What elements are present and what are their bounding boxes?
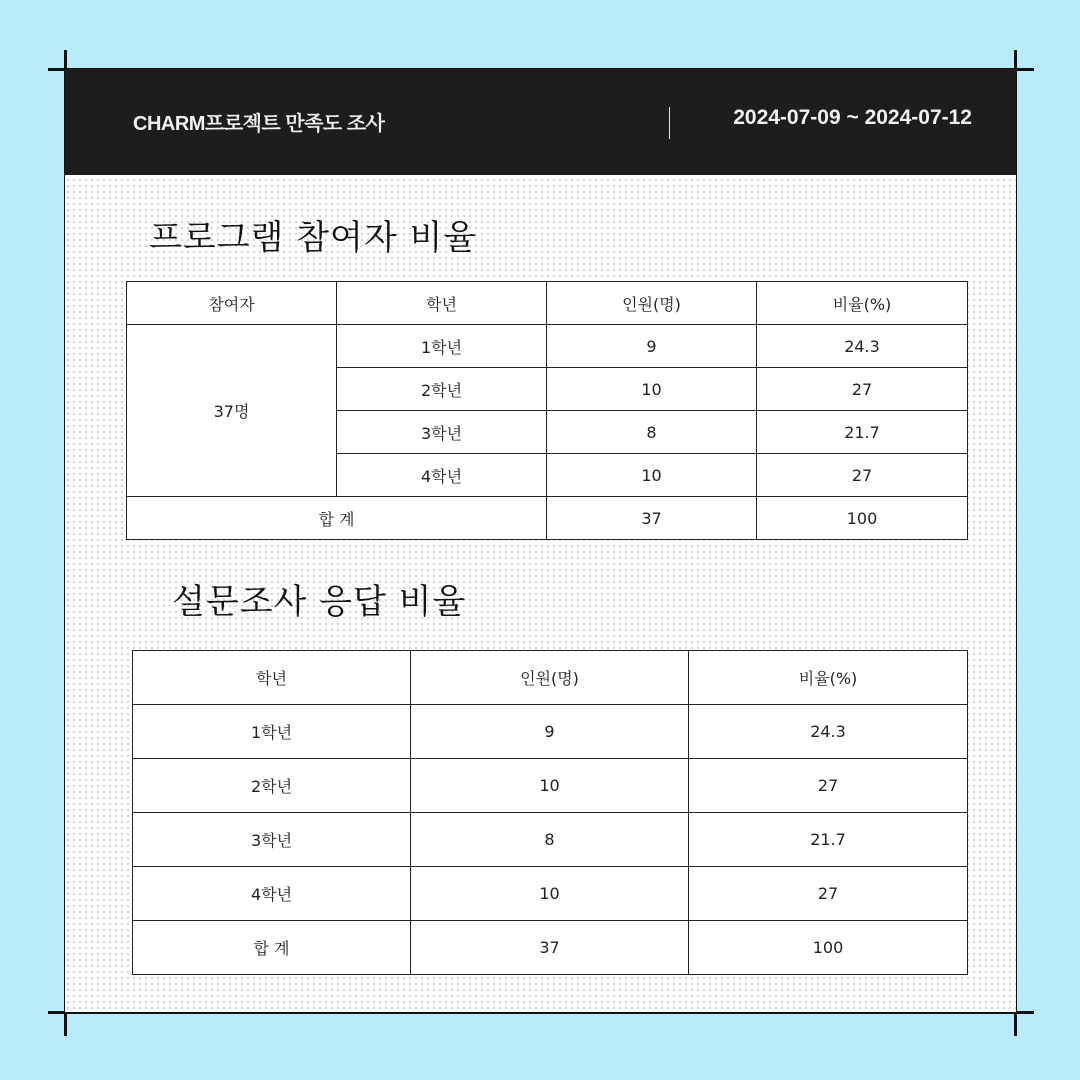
- count-cell: 10: [547, 454, 757, 497]
- count-cell: 8: [547, 411, 757, 454]
- count-cell: 10: [411, 867, 689, 921]
- column-header: 학년: [133, 651, 411, 705]
- ratio-cell: 21.7: [689, 813, 968, 867]
- total-count-cell: 37: [547, 497, 757, 540]
- participants-section-title: 프로그램 참여자 비율: [149, 218, 478, 258]
- grade-cell: 2학년: [133, 759, 411, 813]
- total-label-cell: 합 계: [133, 921, 411, 975]
- table-total-row: [133, 921, 968, 975]
- table-row: [133, 759, 968, 813]
- ratio-cell: 24.3: [689, 705, 968, 759]
- table-row: [133, 867, 968, 921]
- table-row: [127, 325, 968, 368]
- column-header: 인원(명): [411, 651, 689, 705]
- count-cell: 10: [411, 759, 689, 813]
- table-total-row: [127, 497, 968, 540]
- column-header: 비율(%): [689, 651, 968, 705]
- count-cell: 10: [547, 368, 757, 411]
- grade-cell: 3학년: [133, 813, 411, 867]
- ratio-cell: 27: [689, 867, 968, 921]
- count-cell: 8: [411, 813, 689, 867]
- participants-table: [126, 281, 968, 540]
- total-ratio-cell: 100: [757, 497, 968, 540]
- ratio-cell: 24.3: [757, 325, 968, 368]
- header-date-range: 2024-07-09 ~ 2024-07-12: [733, 106, 972, 129]
- table-header-row: [127, 282, 968, 325]
- grade-cell: 3학년: [337, 411, 547, 454]
- header-title: CHARM프로젝트 만족도 조사: [133, 113, 385, 135]
- count-cell: 9: [411, 705, 689, 759]
- grade-cell: 1학년: [337, 325, 547, 368]
- ratio-cell: 27: [757, 454, 968, 497]
- total-participants-cell: 37명: [127, 325, 337, 497]
- ratio-cell: 27: [757, 368, 968, 411]
- survey-table: [132, 650, 968, 975]
- document-card: [65, 69, 1016, 1012]
- column-header: 참여자: [127, 282, 337, 325]
- table-header-row: [133, 651, 968, 705]
- table-row: [133, 813, 968, 867]
- column-header: 비율(%): [757, 282, 968, 325]
- count-cell: 9: [547, 325, 757, 368]
- table-row: [133, 705, 968, 759]
- total-ratio-cell: 100: [689, 921, 968, 975]
- total-count-cell: 37: [411, 921, 689, 975]
- ratio-cell: 27: [689, 759, 968, 813]
- header-bar: [65, 69, 1016, 175]
- column-header: 학년: [337, 282, 547, 325]
- grade-cell: 1학년: [133, 705, 411, 759]
- grade-cell: 4학년: [337, 454, 547, 497]
- grade-cell: 4학년: [133, 867, 411, 921]
- ratio-cell: 21.7: [757, 411, 968, 454]
- survey-section-title: 설문조사 응답 비율: [172, 582, 467, 622]
- header-divider: [669, 107, 670, 139]
- column-header: 인원(명): [547, 282, 757, 325]
- total-label-cell: 합 계: [127, 497, 547, 540]
- grade-cell: 2학년: [337, 368, 547, 411]
